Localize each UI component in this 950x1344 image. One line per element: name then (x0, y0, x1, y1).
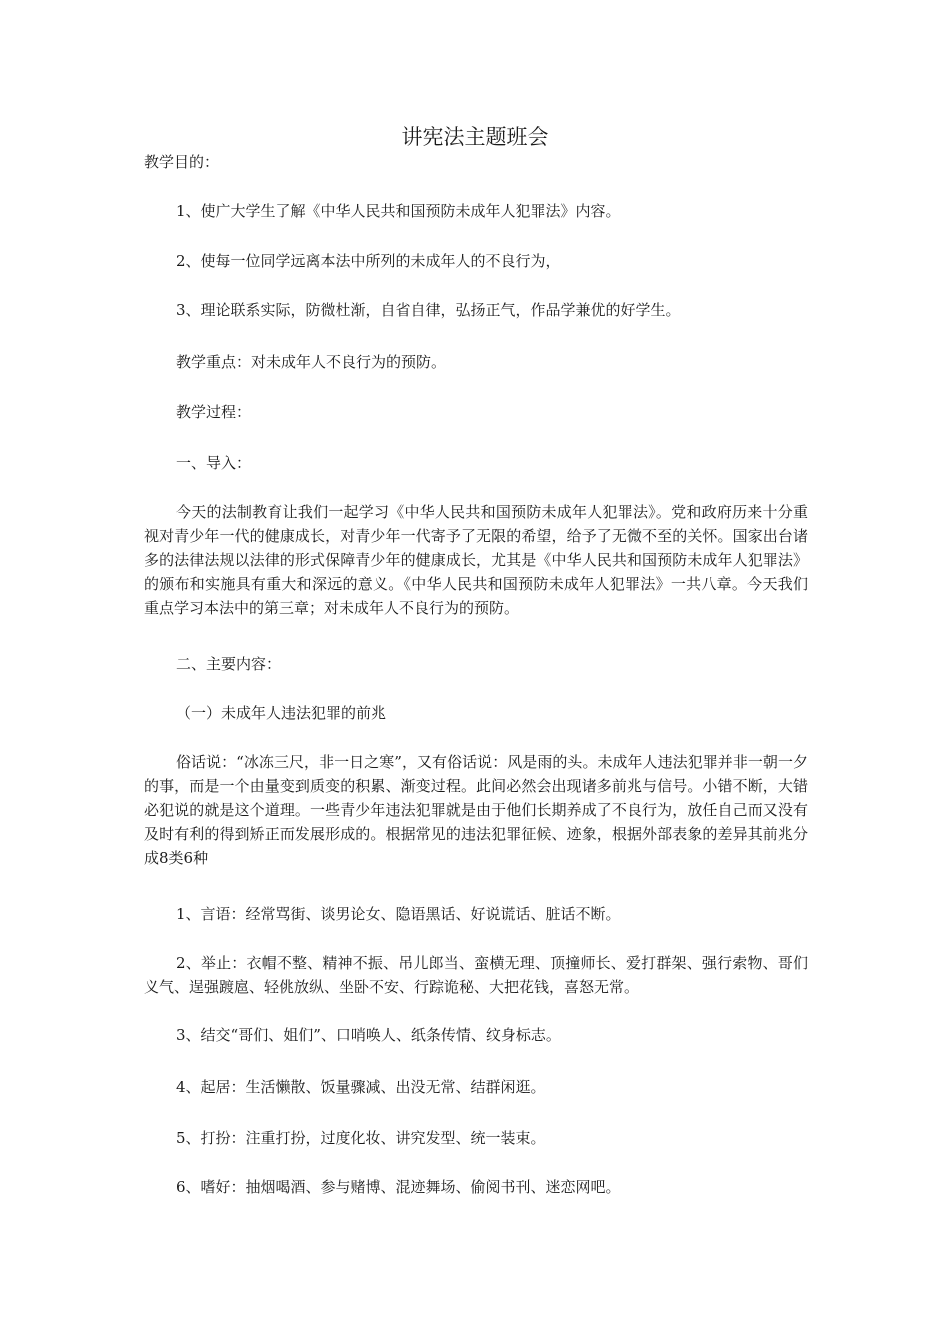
omen-item: 6、嗜好：抽烟喝酒、参与赌博、混迹舞场、偷阅书刊、迷恋网吧。 (176, 1178, 621, 1196)
objective-item: 3、理论联系实际，防微杜渐，自省自律，弘扬正气，作品学兼优的好学生。 (176, 301, 681, 319)
objective-item: 1、使广大学生了解《中华人民共和国预防未成年人犯罪法》内容。 (176, 202, 621, 220)
section-heading-content: 二、主要内容： (176, 655, 282, 673)
process-heading: 教学过程： (176, 403, 252, 421)
omen-item: 4、起居：生活懒散、饭量骤减、出没无常、结群闲逛。 (176, 1078, 546, 1096)
omen-item: 3、结交“哥们、姐们”、口哨唤人、纸条传情、纹身标志。 (176, 1026, 561, 1044)
objective-item: 2、使每一位同学远离本法中所列的未成年人的不良行为， (176, 252, 561, 270)
omen-item: 1、言语：经常骂街、谈男论女、隐语黑话、好说谎话、脏话不断。 (176, 905, 621, 923)
omen-paragraph: 俗话说：“冰冻三尺，非一日之寒”，又有俗话说：风是雨的头。未成年人违法犯罪并非一朝一夕的事，而是一个由量变到质变的积累、渐变过程。此间必然会出现诸多前兆与信号。小错不断，大错必犯说的就是这个道理。一些青少年违法犯罪就是由于他们长期养成了不良行为，放任自己而又没有及时有利的得到矫正而发展形成的。根据常见的违法犯罪征候、迹象，根据外部表象的差异其前兆分成8类6种 (144, 753, 808, 867)
document-title: 讲宪法主题班会 (401, 125, 549, 149)
omen-item: 2、举止：衣帽不整、精神不振、吊儿郎当、蛮横无理、顶撞师长、爱打群架、强行索物、哥们义气、逞强踱扈、轻佻放纵、坐卧不安、行踪诡秘、大把花钱，喜怒无常。 (144, 954, 808, 996)
subsection-heading: （一）未成年人违法犯罪的前兆 (176, 704, 387, 722)
section-heading-intro: 一、导入： (176, 454, 252, 472)
objective-heading: 教学目的： (144, 153, 220, 171)
omen-item: 5、打扮：注重打扮，过度化妆、讲究发型、统一装束。 (176, 1129, 546, 1147)
intro-paragraph: 今天的法制教育让我们一起学习《中华人民共和国预防未成年人犯罪法》。党和政府历来十分重视对青少年一代的健康成长，对青少年一代寄予了无限的希望，给予了无微不至的关怀。国家出台诸多的法律法规以法律的形式保障青少年的健康成长，尤其是《中华人民共和国预防未成年人犯罪法》的颁布和实施具有重大和深远的意义。《中华人民共和国预防未成年人犯罪法》一共八章。今天我们重点学习本法中的第三章；对未成年人不良行为的预防。 (144, 503, 808, 617)
key-point: 教学重点：对未成年人不良行为的预防。 (176, 353, 447, 371)
